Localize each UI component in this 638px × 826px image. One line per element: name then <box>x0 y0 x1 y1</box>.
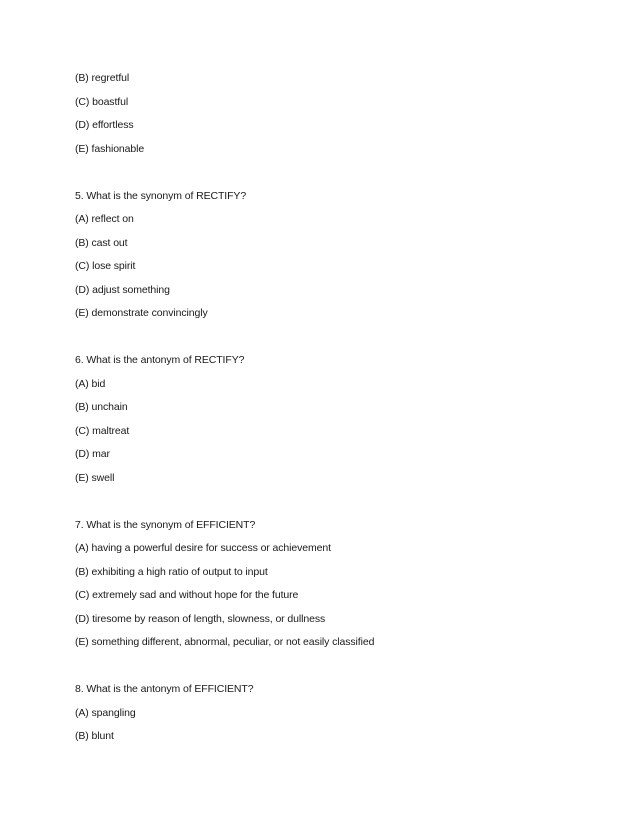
option-line: (A) having a powerful desire for success or achievement <box>75 542 331 554</box>
option-line: (A) bid <box>75 377 106 390</box>
question-line: 7. What is the synonym of EFFICIENT? <box>75 518 256 531</box>
option-line: (A) reflect on <box>75 213 134 225</box>
option-line: (B) unchain <box>75 401 128 413</box>
option-line: (E) something different, abnormal, peculiar, or not easily classified <box>75 636 375 648</box>
spacer <box>75 166 595 190</box>
page-content <box>75 72 595 754</box>
option-line: (D) adjust something <box>75 283 170 296</box>
option-line: (C) maltreat <box>75 424 130 437</box>
question-line: 6. What is the antonym of RECTIFY? <box>75 354 245 366</box>
spacer <box>75 331 595 355</box>
option-line: (D) tiresome by reason of length, slowness, or dullness <box>75 612 326 625</box>
spacer <box>75 495 595 519</box>
option-line: (B) cast out <box>75 236 128 249</box>
option-line: (B) blunt <box>75 730 114 742</box>
option-line: (A) spangling <box>75 706 136 719</box>
option-line: (D) mar <box>75 448 110 460</box>
option-line: (C) lose spirit <box>75 260 136 272</box>
spacer <box>75 660 595 684</box>
option-line: (B) exhibiting a high ratio of output to input <box>75 565 268 578</box>
option-line: (E) demonstrate convincingly <box>75 307 208 319</box>
option-line: (E) swell <box>75 471 115 484</box>
option-line: (B) regretful <box>75 72 130 84</box>
option-line: (E) fashionable <box>75 142 145 155</box>
question-line: 8. What is the antonym of EFFICIENT? <box>75 683 254 695</box>
option-line: (C) boastful <box>75 95 129 108</box>
option-line: (C) extremely sad and without hope for the future <box>75 589 299 601</box>
option-line: (D) effortless <box>75 119 134 131</box>
question-line: 5. What is the synonym of RECTIFY? <box>75 189 247 202</box>
